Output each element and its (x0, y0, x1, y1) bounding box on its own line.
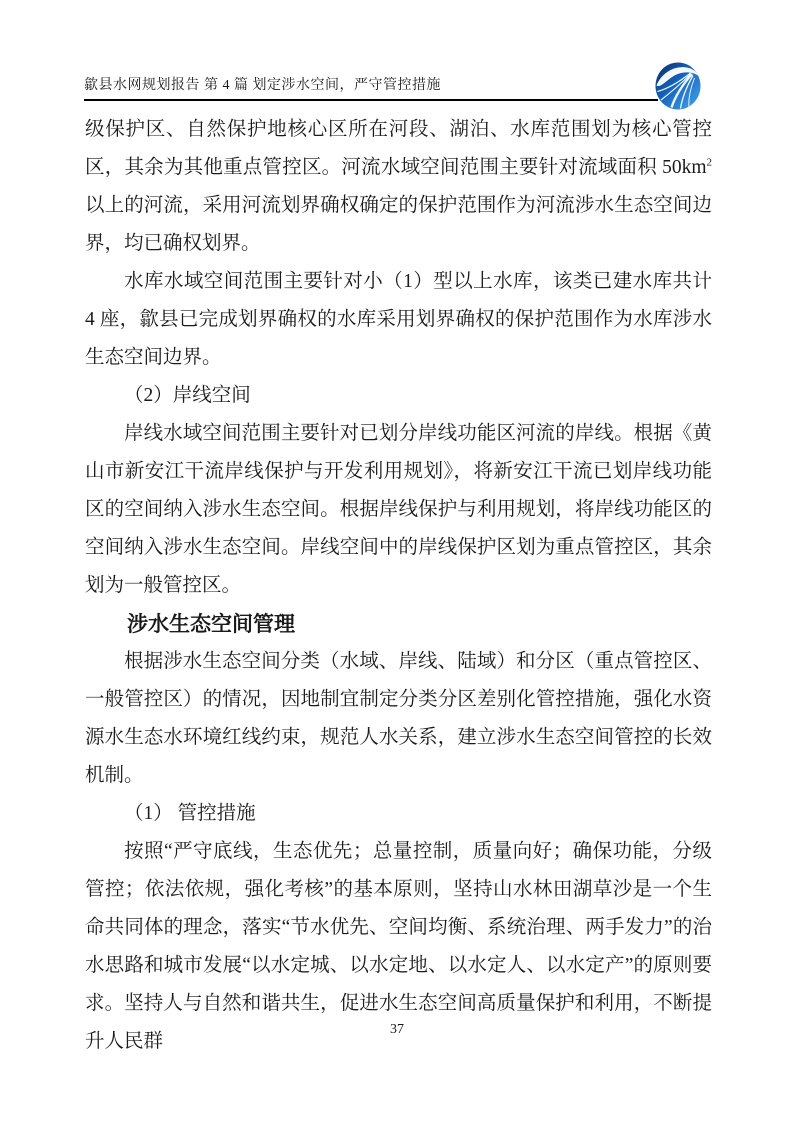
paragraph-text: 级保护区、自然保护地核心区所在河段、湖泊、水库范围划为核心管控区，其余为其他重点管控区。河流水域空间范围主要针对流域面积 50km (85, 119, 712, 178)
globe-swoosh-icon (655, 62, 701, 110)
section-heading-water-eco-space-management: 涉水生态空间管理 (127, 612, 295, 636)
body-text (85, 111, 712, 1061)
paragraph-shoreline-detail: 岸线水域空间范围主要针对已划分岸线功能区河流的岸线。根据《黄山市新安江干流岸线保护与开发利用规划》，将新安江干流已划岸线功能区的空间纳入涉水生态空间。根据岸线保护与利用规划，将岸线功能区的空间纳入涉水生态空间。岸线空间中的岸线保护区划为重点管控区，其余划为一般管控区。 (85, 423, 712, 596)
header-title: 歙县水网规划报告 第 4 篇 划定涉水空间，严守管控措施 (84, 78, 441, 93)
paragraph-reservoir-space: 水库水域空间范围主要针对小（1）型以上水库，该类已建水库共计 4 座，歙县已完成划界确权的水库采用划界确权的保护范围作为水库涉水生态空间边界。 (85, 271, 712, 368)
page-number: 37 (390, 1022, 404, 1037)
subheading-shoreline-space: （2）岸线空间 (124, 385, 251, 406)
paragraph-water-area-control (85, 111, 712, 263)
paragraph-management-overview: 根据涉水生态空间分类（水域、岸线、陆域）和分区（重点管控区、一般管控区）的情况，因地制宜制定分类分区差别化管控措施，强化水资源水生态水环境红线约束，规范人水关系，建立涉水生态空间管控的长效机制。 (85, 651, 712, 786)
paragraph-control-principles: 按照“严守底线，生态优先；总量控制，质量向好；确保功能，分级管控；依法依规，强化考核”的基本原则，坚持山水林田湖草沙是一个生命共同体的理念，落实“节水优先、空间均衡、系统治理、两手发力”的治水思路和城市发展“以水定城、以水定地、以水定人、以水定产”的原则要求。坚持人与自然和谐共生，促进水生态空间高质量保护和利用，不断提升人民群 (85, 841, 712, 1052)
company-logo (655, 62, 701, 110)
superscript-square: 2 (706, 156, 712, 169)
subheading-control-measures: （1） 管控措施 (124, 803, 256, 824)
page-header (84, 76, 658, 101)
paragraph-text: 以上的河流，采用河流划界确权确定的保护范围作为河流涉水生态空间边界，均已确权划界。 (85, 195, 712, 254)
page-footer (0, 1020, 794, 1040)
